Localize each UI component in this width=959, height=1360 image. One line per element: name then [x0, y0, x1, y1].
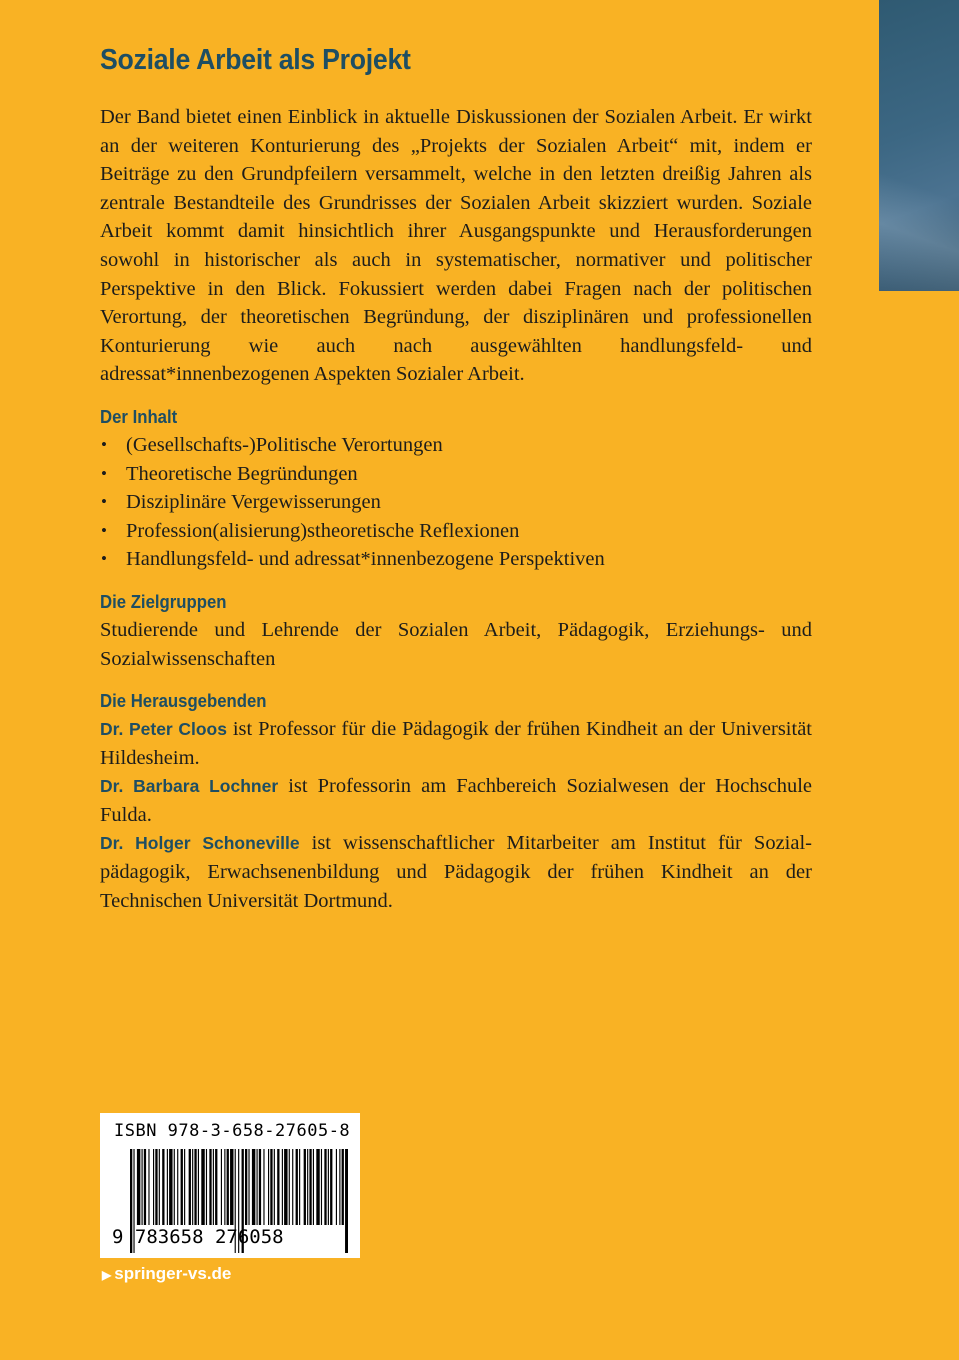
- editor-name: Dr. Holger Schoneville: [100, 833, 300, 854]
- barcode-bar: [189, 1149, 191, 1225]
- list-item: • (Gesellschafts-)Politische Verortungen: [100, 431, 812, 460]
- barcode-bar: [263, 1149, 264, 1225]
- barcode-bar: [174, 1149, 175, 1225]
- barcode-bar: [277, 1149, 279, 1225]
- barcode-bar: [282, 1149, 283, 1225]
- target-groups-heading: Die Zielgruppen: [100, 591, 227, 612]
- barcode-digits: 9 783658 276058: [112, 1226, 284, 1248]
- barcode-bar: [321, 1149, 322, 1225]
- isbn-barcode: [100, 1113, 360, 1258]
- barcode-bar: [296, 1149, 298, 1225]
- barcode-bar: [201, 1149, 204, 1225]
- intro-paragraph: Der Band bietet einen Einblick in aktuelle Diskussionen der Sozialen Arbeit. Er wirkt an der weiteren Konturierung des „Projekts der Sozialen Arbeit“ mit, indem er Beiträge zu den Grundpfeilern versammelt, welche in den letzten dreißig Jahren als zentrale Bestandteile des Grundrisses der Sozialen Arbeit skizziert wurden. Soziale Arbeit kommt damit hinsichtlich ihrer Ausgangspunkte und Herausforderungen sowohl in historischer als auch in systematischer, normativer und politischer Perspektive in den Blick. Fokussiert werden dabei Fragen nach der politischen Verortung, der theoretischen Begründung, der disziplinären und professionellen Konturierung wie auch nach ausgewählten handlungsfeld- und adressat*innenbezogenen Aspekten Sozialer Arbeit.: [100, 106, 812, 386]
- barcode-bar: [268, 1149, 269, 1225]
- editor-entry: [100, 715, 812, 772]
- barcode-bar: [316, 1149, 319, 1225]
- barcode-bar: [342, 1149, 344, 1225]
- barcode-bar: [181, 1149, 183, 1225]
- barcode-bar: [192, 1149, 193, 1225]
- editor-entry: [100, 829, 812, 915]
- barcode-bar: [155, 1149, 157, 1225]
- cover-corner-swoosh: [879, 150, 959, 291]
- barcode-bar: [227, 1149, 229, 1225]
- barcode-bar: [248, 1149, 249, 1225]
- list-item: • Disziplinäre Vergewisserungen: [100, 488, 812, 517]
- barcode-bar: [221, 1149, 222, 1225]
- barcode-bar: [206, 1149, 207, 1225]
- bullet-icon: •: [101, 492, 107, 512]
- barcode-bar: [230, 1149, 233, 1225]
- barcode-bar: [194, 1149, 196, 1225]
- barcode-bar: [324, 1149, 326, 1225]
- barcode-bar: [209, 1149, 211, 1225]
- barcode-bar: [270, 1149, 272, 1225]
- isbn-label: ISBN 978-3-658-27605-8: [114, 1121, 351, 1141]
- editor-bio: ist Professorin am Fachbereich Sozialwesen der Hochschule Fulda.: [100, 775, 812, 826]
- barcode-bar: [184, 1149, 185, 1225]
- target-groups-text: Studierende und Lehrende der Sozialen Arbeit, Pädagogik, Erziehungs- und Sozialwissenschaften: [100, 618, 812, 670]
- barcode-bar: [339, 1149, 340, 1225]
- barcode-bar: [307, 1149, 308, 1225]
- barcode-bar: [137, 1149, 140, 1225]
- barcode-bar: [309, 1149, 311, 1225]
- barcode-bar: [169, 1149, 172, 1225]
- bullet-icon: •: [101, 549, 107, 569]
- contents-heading: Der Inhalt: [100, 406, 178, 427]
- editors-heading: Die Herausgebenden: [100, 691, 267, 712]
- barcode-bar: [292, 1149, 293, 1225]
- barcode-bar: [289, 1149, 290, 1225]
- barcode-bar: [159, 1149, 160, 1225]
- barcode-bar: [328, 1149, 329, 1225]
- barcode-bar: [148, 1149, 149, 1225]
- list-item: • Profession(alisierung)stheoretische Reflexionen: [100, 517, 812, 546]
- barcode-bar: [257, 1149, 258, 1225]
- barcode-bar: [245, 1149, 247, 1225]
- list-item: • Handlungsfeld- und adressat*innenbezogene Perspektiven: [100, 545, 812, 574]
- barcode-bar: [274, 1149, 275, 1225]
- barcode-bar: [284, 1149, 287, 1225]
- barcode-bar: [224, 1149, 225, 1225]
- editor-entry: [100, 772, 812, 829]
- barcode-bar: [153, 1149, 154, 1225]
- book-title: Soziale Arbeit als Projekt: [100, 44, 411, 76]
- barcode-bar: [167, 1149, 168, 1225]
- barcode-bar: [336, 1149, 337, 1225]
- barcode-bar: [142, 1149, 143, 1225]
- editor-bio: ist Professor für die Pädagogik der frühen Kindheit an der Universität Hildesheim.: [100, 718, 812, 769]
- website-label: springer-vs.de: [114, 1264, 232, 1283]
- barcode-bar: [162, 1149, 164, 1225]
- barcode-bar: [215, 1149, 217, 1225]
- barcode-bar: [198, 1149, 199, 1225]
- back-cover-text: [100, 44, 812, 915]
- list-item: • Theoretische Begründungen: [100, 460, 812, 489]
- barcode-bar: [252, 1149, 255, 1225]
- barcode-bar: [144, 1149, 146, 1225]
- barcode-bar: [259, 1149, 261, 1225]
- barcode-bar: [304, 1149, 306, 1225]
- barcode-bar: [213, 1149, 214, 1225]
- editor-name: Dr. Barbara Lochner: [100, 776, 279, 797]
- bullet-icon: •: [101, 463, 107, 483]
- barcode-bar: [299, 1149, 300, 1225]
- publisher-website[interactable]: [102, 1264, 231, 1284]
- bullet-icon: •: [101, 520, 107, 540]
- barcode-bar: [313, 1149, 314, 1225]
- editor-name: Dr. Peter Cloos: [100, 719, 227, 740]
- contents-list: [100, 431, 812, 574]
- bullet-icon: •: [101, 434, 107, 454]
- barcode-bar: [330, 1149, 332, 1225]
- editor-bio: ist wissenschaftlicher Mitarbeiter am Institut für Sozialpädagogik, Erwachsenenbildung und Pädagogik der frühen Kindheit an der Technischen Universität Dortmund.: [100, 832, 812, 912]
- arrow-right-icon: ▶: [102, 1268, 112, 1282]
- barcode-bar: [177, 1149, 178, 1225]
